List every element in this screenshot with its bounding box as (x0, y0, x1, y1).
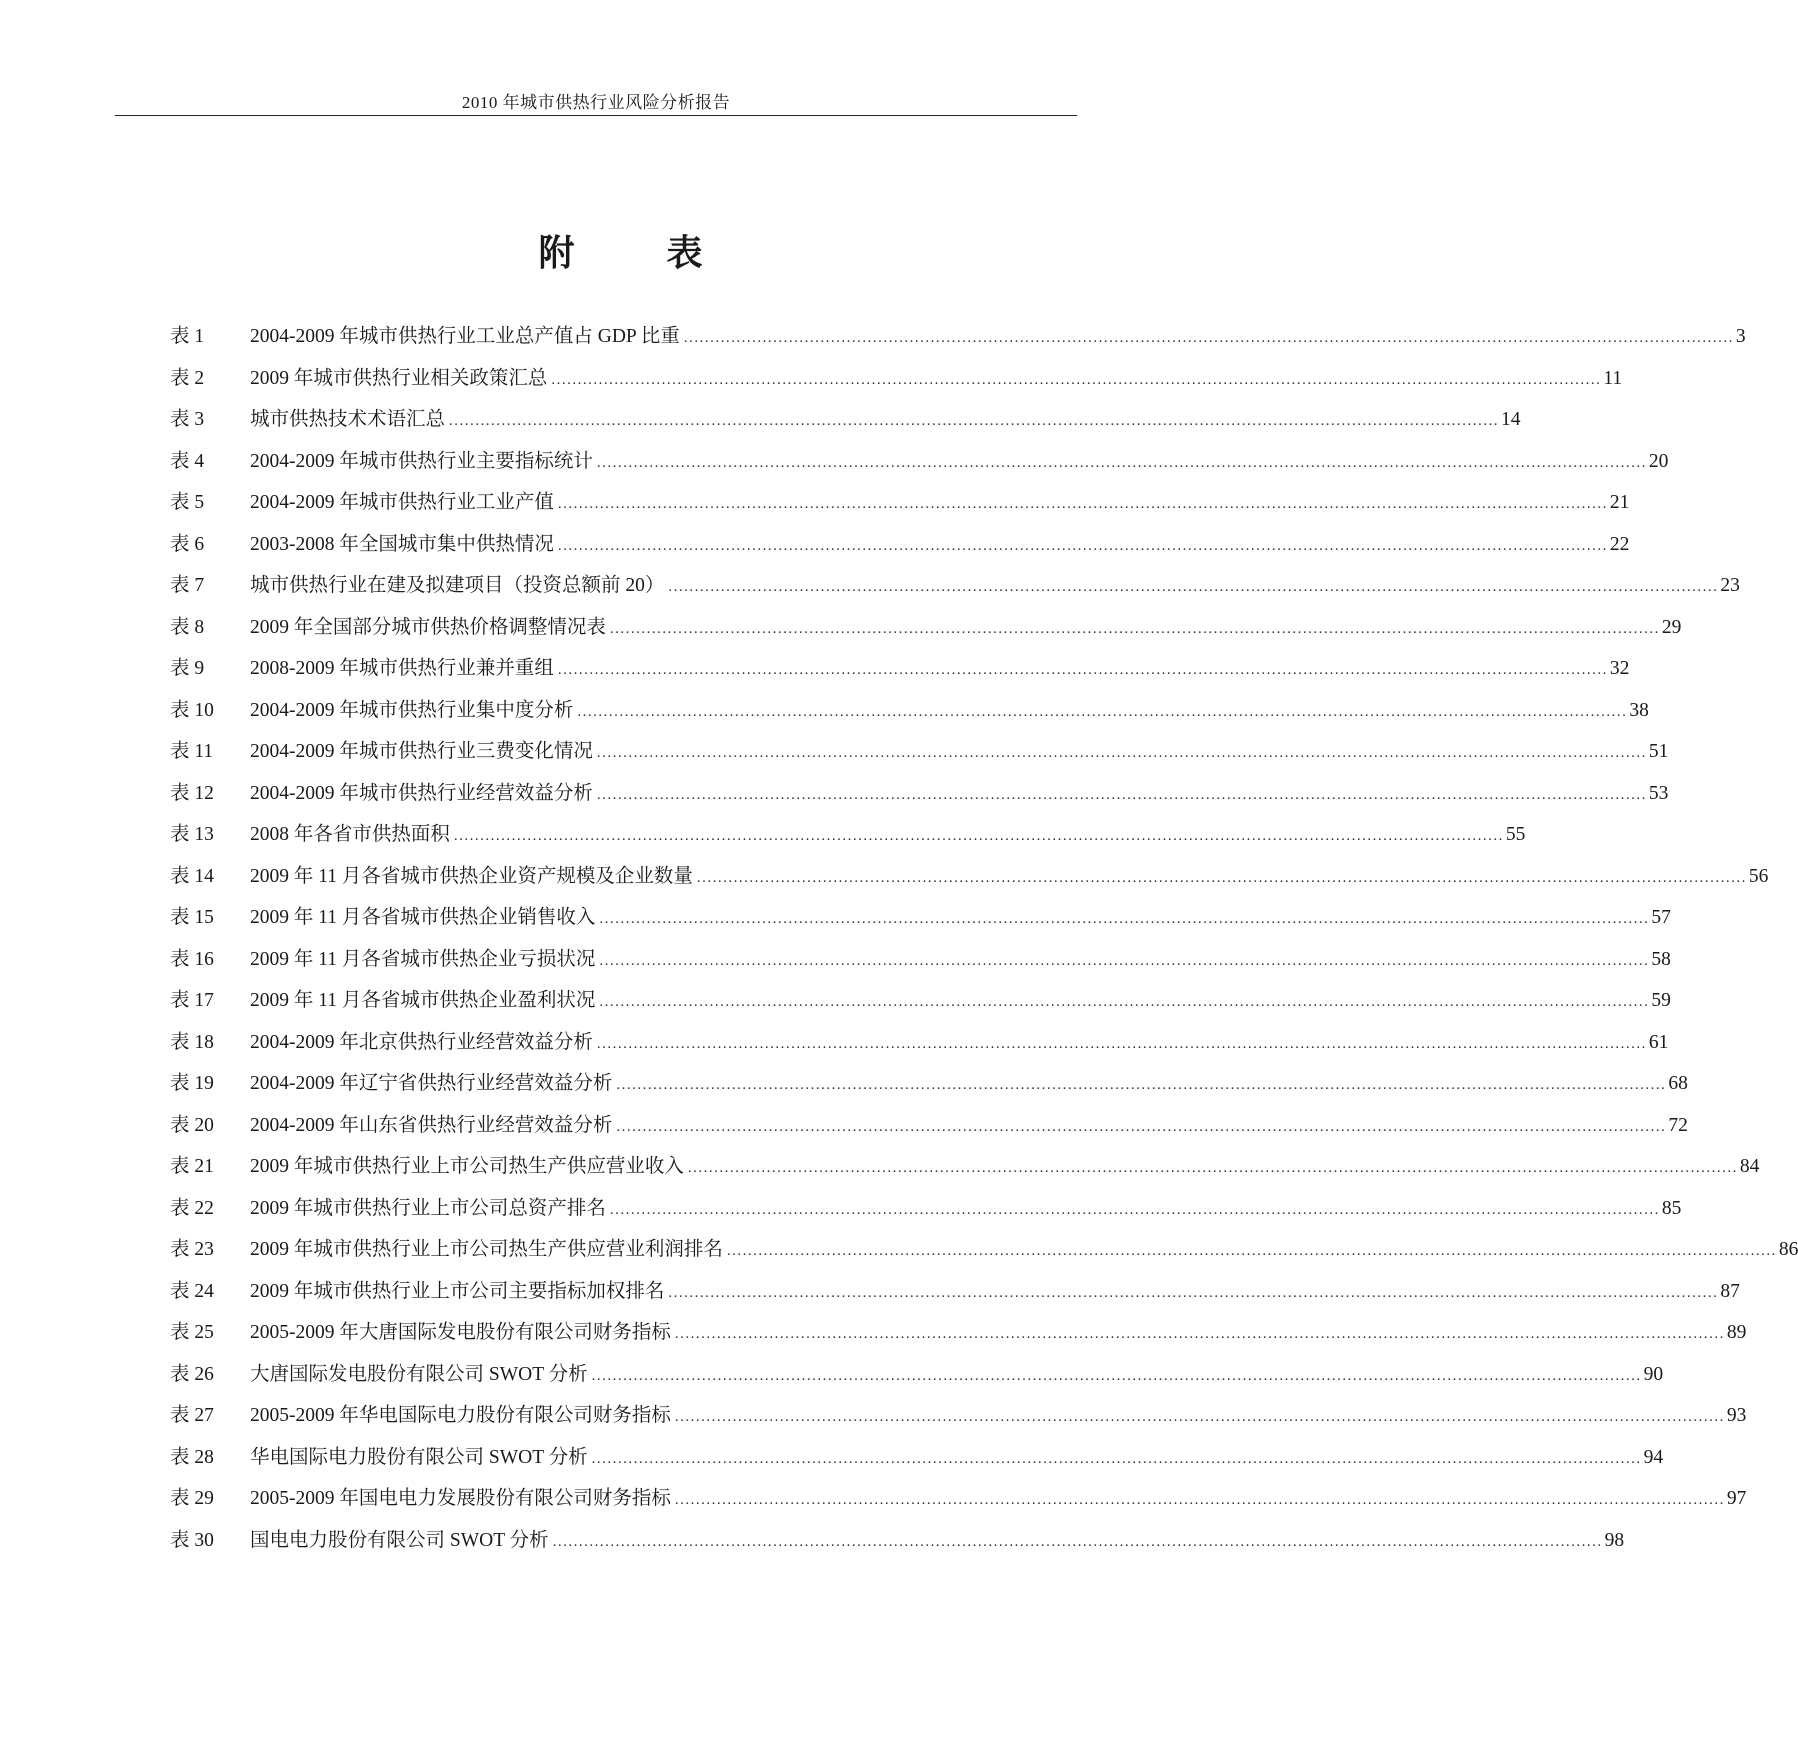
toc-entry[interactable] (170, 320, 1746, 354)
header-rule (115, 115, 1077, 116)
toc-entry-label: 表 26 (170, 1363, 214, 1385)
toc-entry-page-number: 57 (1651, 907, 1671, 928)
toc-entry-page-number: 56 (1748, 865, 1769, 887)
dot-leader: ........................................................................................................................................................................................................ (449, 413, 1500, 429)
toc-entry-label: 表 2 (170, 367, 205, 389)
toc-entry-page-number: 98 (1604, 1529, 1625, 1551)
toc-entry-label: 表 30 (170, 1529, 214, 1551)
dot-leader: ........................................................................................................................................................................................................ (557, 662, 1608, 678)
toc-entry[interactable] (170, 818, 1526, 852)
toc-entry[interactable] (170, 1524, 1625, 1558)
toc-entry[interactable] (170, 1067, 1688, 1101)
toc-entry-page-number: 21 (1609, 492, 1630, 513)
dot-leader: ........................................................................................................................................................................................................ (596, 745, 1647, 761)
toc-entry-label: 表 20 (170, 1114, 214, 1136)
toc-entry[interactable] (170, 984, 1671, 1018)
dot-leader: ........................................................................................................................................................................................................ (552, 1533, 1603, 1550)
toc-entry[interactable] (170, 1358, 1664, 1392)
toc-entry[interactable] (170, 1233, 1798, 1267)
toc-entry-page-number: 97 (1726, 1488, 1747, 1509)
toc-entry-page-number: 20 (1648, 450, 1669, 472)
toc-entry-page-number: 53 (1648, 782, 1669, 804)
toc-entry-page-number: 68 (1668, 1073, 1688, 1094)
toc-entry[interactable] (170, 528, 1630, 562)
toc-entry-title: 华电国际电力股份有限公司 SWOT 分析 (250, 1446, 588, 1468)
toc-entry-page-number: 86 (1778, 1239, 1798, 1260)
toc-entry-page-number: 59 (1651, 990, 1671, 1011)
toc-entry-page-number: 14 (1501, 409, 1521, 430)
dot-leader: ........................................................................................................................................................................................................ (599, 911, 1650, 927)
toc-entry-label: 表 6 (170, 533, 205, 555)
toc-entry-label: 表 27 (170, 1405, 214, 1426)
toc-entry-label: 表 16 (170, 948, 214, 970)
toc-entry-page-number: 22 (1609, 533, 1630, 555)
toc-entry-label: 表 21 (170, 1156, 214, 1177)
toc-entry-title: 2004-2009 年辽宁省供热行业经营效益分析 (250, 1073, 613, 1094)
toc-entry-label: 表 8 (170, 616, 205, 638)
toc-entry-title: 2004-2009 年城市供热行业三费变化情况 (250, 741, 593, 762)
toc-entry-title: 2004-2009 年北京供热行业经营效益分析 (250, 1031, 593, 1053)
dot-leader: ........................................................................................................................................................................................................ (577, 703, 1628, 720)
toc-entry[interactable] (170, 1482, 1747, 1516)
toc-entry-page-number: 85 (1661, 1197, 1682, 1219)
toc-entry-label: 表 14 (170, 865, 214, 887)
toc-entry-title: 2008-2009 年城市供热行业兼并重组 (250, 658, 554, 679)
toc-entry-page-number: 38 (1629, 699, 1649, 721)
toc-entry-label: 表 29 (170, 1488, 214, 1509)
toc-entry[interactable] (170, 943, 1671, 977)
dot-leader: ........................................................................................................................................................................................................ (596, 786, 1647, 803)
dot-leader: ........................................................................................................................................................................................................ (453, 828, 1504, 844)
dot-leader: ........................................................................................................................................................................................................ (674, 1492, 1725, 1508)
toc-entry-page-number: 23 (1720, 575, 1740, 596)
toc-entry[interactable] (170, 1275, 1740, 1309)
toc-entry-label: 表 17 (170, 990, 214, 1011)
toc-entry-title: 城市供热行业在建及拟建项目（投资总额前 20） (250, 575, 665, 596)
dot-leader: ........................................................................................................................................................................................................ (596, 1035, 1647, 1052)
toc-entry-label: 表 28 (170, 1446, 214, 1468)
running-header: 2010 年城市供热行业风险分析报告 (461, 93, 731, 112)
toc-entry-title: 2003-2008 年全国城市集中供热情况 (250, 533, 554, 555)
dot-leader: ........................................................................................................................................................................................................ (696, 869, 1747, 886)
toc-entry-title: 2009 年全国部分城市供热价格调整情况表 (250, 616, 606, 638)
dot-leader: ........................................................................................................................................................................................................ (591, 1367, 1642, 1384)
toc-entry-title: 国电电力股份有限公司 SWOT 分析 (250, 1529, 549, 1551)
toc-entry-label: 表 23 (170, 1239, 214, 1260)
toc-entry[interactable] (170, 1441, 1664, 1475)
toc-entry-title: 2005-2009 年华电国际电力股份有限公司财务指标 (250, 1405, 671, 1426)
toc-entry-page-number: 55 (1505, 824, 1526, 845)
toc-entry-label: 表 9 (170, 658, 205, 679)
toc-entry-page-number: 51 (1648, 741, 1669, 762)
dot-leader: ........................................................................................................................................................................................................ (557, 496, 1608, 512)
toc-entry-label: 表 1 (170, 326, 205, 347)
toc-entry[interactable] (170, 486, 1630, 520)
toc-entry-title: 2009 年 11 月各省城市供热企业销售收入 (250, 907, 596, 928)
dot-leader: ........................................................................................................................................................................................................ (726, 1243, 1777, 1259)
toc-entry-label: 表 24 (170, 1280, 214, 1302)
toc-entry-page-number: 84 (1739, 1156, 1760, 1177)
toc-entry-title: 2009 年城市供热行业上市公司热生产供应营业收入 (250, 1156, 684, 1177)
toc-entry[interactable] (170, 569, 1740, 603)
toc-entry[interactable] (170, 901, 1671, 935)
toc-entry-page-number: 29 (1661, 616, 1682, 638)
toc-entry[interactable] (170, 777, 1669, 811)
toc-entry-title: 2004-2009 年城市供热行业经营效益分析 (250, 782, 593, 804)
toc-entry-title: 2009 年城市供热行业上市公司总资产排名 (250, 1197, 606, 1219)
toc-entry-title: 2009 年城市供热行业上市公司热生产供应营业利润排名 (250, 1239, 723, 1260)
toc-entry-label: 表 10 (170, 699, 214, 721)
toc-entry-title: 2008 年各省市供热面积 (250, 824, 450, 845)
toc-entry-label: 表 13 (170, 824, 214, 845)
dot-leader: ........................................................................................................................................................................................................ (609, 1201, 1660, 1218)
toc-entry-page-number: 94 (1643, 1446, 1664, 1468)
toc-entry-title: 2004-2009 年城市供热行业工业总产值占 GDP 比重 (250, 326, 680, 347)
toc-entry[interactable] (170, 362, 1623, 396)
toc-entry-page-number: 89 (1726, 1322, 1747, 1343)
toc-entry-title: 2004-2009 年城市供热行业主要指标统计 (250, 450, 593, 472)
toc-entry-title: 2004-2009 年城市供热行业集中度分析 (250, 699, 574, 721)
toc-entry-title: 城市供热技术术语汇总 (250, 409, 446, 430)
toc-entry-label: 表 4 (170, 450, 205, 472)
toc-entry-title: 2009 年 11 月各省城市供热企业资产规模及企业数量 (250, 865, 693, 887)
toc-entry-label: 表 15 (170, 907, 214, 928)
dot-leader: ........................................................................................................................................................................................................ (616, 1118, 1667, 1135)
toc-entry[interactable] (170, 1399, 1747, 1433)
dot-leader: ........................................................................................................................................................................................................ (687, 1160, 1738, 1176)
dot-leader: ........................................................................................................................................................................................................ (683, 330, 1734, 346)
page-title: 附 表 (538, 233, 731, 273)
toc-entry[interactable] (170, 1109, 1688, 1143)
dot-leader: ........................................................................................................................................................................................................ (609, 620, 1660, 637)
toc-entry-page-number: 58 (1651, 948, 1671, 970)
toc-entry[interactable] (170, 611, 1682, 645)
toc-entry-page-number: 3 (1735, 326, 1746, 347)
toc-entry-label: 表 19 (170, 1073, 214, 1094)
toc-entry-title: 大唐国际发电股份有限公司 SWOT 分析 (250, 1363, 588, 1385)
dot-leader: ........................................................................................................................................................................................................ (668, 1284, 1719, 1301)
dot-leader: ........................................................................................................................................................................................................ (668, 579, 1719, 595)
toc-entry-label: 表 25 (170, 1322, 214, 1343)
dot-leader: ........................................................................................................................................................................................................ (674, 1326, 1725, 1342)
toc-entry-page-number: 90 (1643, 1363, 1664, 1385)
toc-entry[interactable] (170, 1026, 1669, 1060)
toc-entry-label: 表 7 (170, 575, 205, 596)
dot-leader: ........................................................................................................................................................................................................ (557, 537, 1608, 554)
toc-entry-page-number: 72 (1668, 1114, 1688, 1136)
toc-entry-label: 表 12 (170, 782, 214, 804)
toc-entry-page-number: 32 (1609, 658, 1630, 679)
toc-entry-label: 表 3 (170, 409, 205, 430)
toc-entry[interactable] (170, 652, 1630, 686)
dot-leader: ........................................................................................................................................................................................................ (596, 454, 1647, 471)
toc-entry-title: 2004-2009 年城市供热行业工业产值 (250, 492, 554, 513)
toc-entry-page-number: 87 (1720, 1280, 1740, 1302)
toc-entry-label: 表 11 (170, 741, 214, 762)
toc-entry-label: 表 18 (170, 1031, 214, 1053)
toc-entry-label: 表 22 (170, 1197, 214, 1219)
toc-entry-title: 2009 年城市供热行业上市公司主要指标加权排名 (250, 1280, 665, 1302)
toc-entry-title: 2009 年 11 月各省城市供热企业盈利状况 (250, 990, 596, 1011)
toc-entry-page-number: 93 (1726, 1405, 1747, 1426)
dot-leader: ........................................................................................................................................................................................................ (591, 1450, 1642, 1467)
dot-leader: ........................................................................................................................................................................................................ (599, 952, 1650, 969)
toc-entry[interactable] (170, 735, 1669, 769)
toc-entry[interactable] (170, 1316, 1747, 1350)
toc-entry[interactable] (170, 860, 1769, 894)
toc-entry-title: 2004-2009 年山东省供热行业经营效益分析 (250, 1114, 613, 1136)
toc-entry[interactable] (170, 1150, 1760, 1184)
toc-entry[interactable] (170, 403, 1521, 437)
toc-entry-title: 2005-2009 年国电电力发展股份有限公司财务指标 (250, 1488, 671, 1509)
toc-entry-title: 2005-2009 年大唐国际发电股份有限公司财务指标 (250, 1322, 671, 1343)
toc-entry-title: 2009 年 11 月各省城市供热企业亏损状况 (250, 948, 596, 970)
toc-entry[interactable] (170, 694, 1649, 728)
toc-entry-title: 2009 年城市供热行业相关政策汇总 (250, 367, 548, 389)
toc-entry-page-number: 11 (1603, 367, 1623, 389)
dot-leader: ........................................................................................................................................................................................................ (616, 1077, 1667, 1093)
toc-entry-page-number: 61 (1648, 1031, 1669, 1053)
toc-entry[interactable] (170, 445, 1669, 479)
toc-entry-label: 表 5 (170, 492, 205, 513)
dot-leader: ........................................................................................................................................................................................................ (599, 994, 1650, 1010)
dot-leader: ........................................................................................................................................................................................................ (674, 1409, 1725, 1425)
toc-entry[interactable] (170, 1192, 1682, 1226)
dot-leader: ........................................................................................................................................................................................................ (551, 371, 1602, 388)
